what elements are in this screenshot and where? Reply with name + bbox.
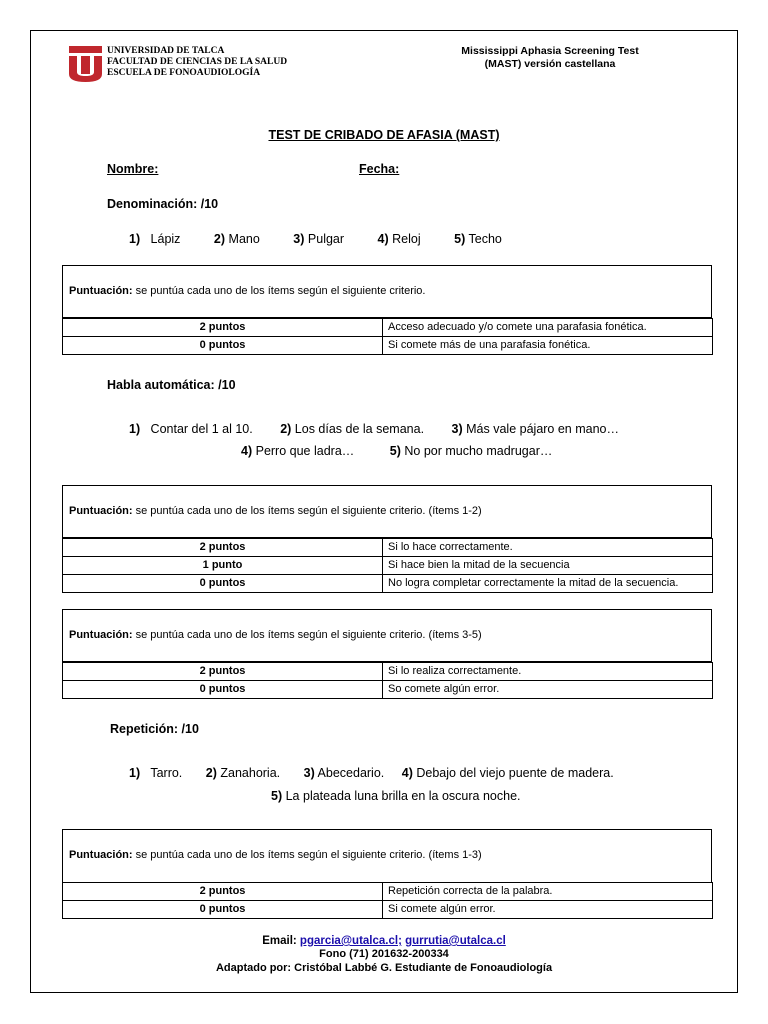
date-label: Fecha: <box>359 162 400 176</box>
school-name: ESCUELA DE FONOAUDIOLOGÍA <box>107 68 261 78</box>
habla-criteria-box-1 <box>62 485 712 538</box>
list-item: 4) Debajo del viejo puente de madera. <box>401 766 614 780</box>
list-item: 4) Perro que ladra… <box>241 444 355 458</box>
denominacion-items <box>129 232 502 246</box>
criteria-text: Puntuación: se puntúa cada uno de los ítems según el siguiente criterio. (ítems 1-2) <box>69 505 482 517</box>
faculty-name: FACULTAD DE CIENCIAS DE LA SALUD <box>107 57 288 67</box>
table-row: 1 punto Si hace bien la mitad de la secuencia <box>63 557 713 575</box>
table-row: 0 puntos Si comete más de una parafasia fonética. <box>63 337 713 355</box>
denominacion-score-table <box>62 318 713 355</box>
list-item: 1) Lápiz <box>129 232 181 246</box>
list-item: 5) La plateada luna brilla en la oscura noche. <box>271 789 521 803</box>
university-header <box>107 46 287 79</box>
habla-items-line2 <box>241 444 552 458</box>
list-item: 3) Más vale pájaro en mano… <box>451 422 619 436</box>
repeticion-criteria-box <box>62 829 712 883</box>
table-row: 0 puntos Si comete algún error. <box>63 901 713 919</box>
habla-score-table-2 <box>62 662 713 699</box>
list-item: 5) No por mucho madrugar… <box>389 444 553 458</box>
email-link-2[interactable]: gurrutia@utalca.cl <box>405 935 506 947</box>
name-label: Nombre: <box>107 162 159 176</box>
list-item: 4) Reloj <box>377 232 421 246</box>
denominacion-criteria-box <box>62 265 712 318</box>
table-row: 2 puntos Si lo hace correctamente. <box>63 539 713 557</box>
table-row: 2 puntos Repetición correcta de la palabra. <box>63 883 713 901</box>
list-item: 1) Tarro. <box>129 766 183 780</box>
habla-criteria-box-2 <box>62 609 712 662</box>
criteria-text: Puntuación: se puntúa cada uno de los ítems según el siguiente criterio. (ítems 3-5) <box>69 629 482 641</box>
list-item: 3) Pulgar <box>293 232 345 246</box>
table-row: 0 puntos No logra completar correctamente la mitad de la secuencia. <box>63 575 713 593</box>
list-item: 3) Abecedario. <box>303 766 385 780</box>
test-name-line2: (MAST) versión castellana <box>484 58 616 70</box>
list-item: 2) Los días de la semana. <box>280 422 425 436</box>
habla-score-table-1 <box>62 538 713 593</box>
footer-phone: Fono (71) 201632-200334 <box>319 948 449 960</box>
test-name-header <box>420 45 680 71</box>
habla-heading: Habla automática: /10 <box>107 378 236 392</box>
repeticion-items-line1 <box>129 766 614 780</box>
test-name-line1: Mississippi Aphasia Screening Test <box>461 45 639 57</box>
list-item: 2) Zanahoria. <box>205 766 281 780</box>
footer-adapted-by: Adaptado por: Cristóbal Labbé G. Estudiante de Fonoaudiología <box>215 962 553 974</box>
table-row: 2 puntos Acceso adecuado y/o comete una parafasia fonética. <box>63 319 713 337</box>
footer-email: Email: pgarcia@utalca.cl; gurrutia@utalca.cl <box>262 935 506 947</box>
table-row: 2 puntos Si lo realiza correctamente. <box>63 663 713 681</box>
university-name: UNIVERSIDAD DE TALCA <box>107 46 225 56</box>
page-title: TEST DE CRIBADO DE AFASIA (MAST) <box>268 128 500 142</box>
repeticion-heading: Repetición: /10 <box>110 722 199 736</box>
criteria-text: Puntuación: se puntúa cada uno de los ítems según el siguiente criterio. <box>69 285 426 297</box>
table-row: 0 puntos So comete algún error. <box>63 681 713 699</box>
habla-items-line1 <box>129 422 619 436</box>
list-item: 2) Mano <box>213 232 260 246</box>
denominacion-heading: Denominación: /10 <box>107 197 219 211</box>
email-link-1[interactable]: pgarcia@utalca.cl; <box>299 935 402 947</box>
criteria-text: Puntuación: se puntúa cada uno de los ítems según el siguiente criterio. (ítems 1-3) <box>69 849 482 861</box>
list-item: 5) Techo <box>454 232 502 246</box>
university-logo <box>69 46 102 82</box>
list-item: 1) Contar del 1 al 10. <box>129 422 253 436</box>
repeticion-items-line2 <box>271 789 521 803</box>
repeticion-score-table <box>62 882 713 919</box>
